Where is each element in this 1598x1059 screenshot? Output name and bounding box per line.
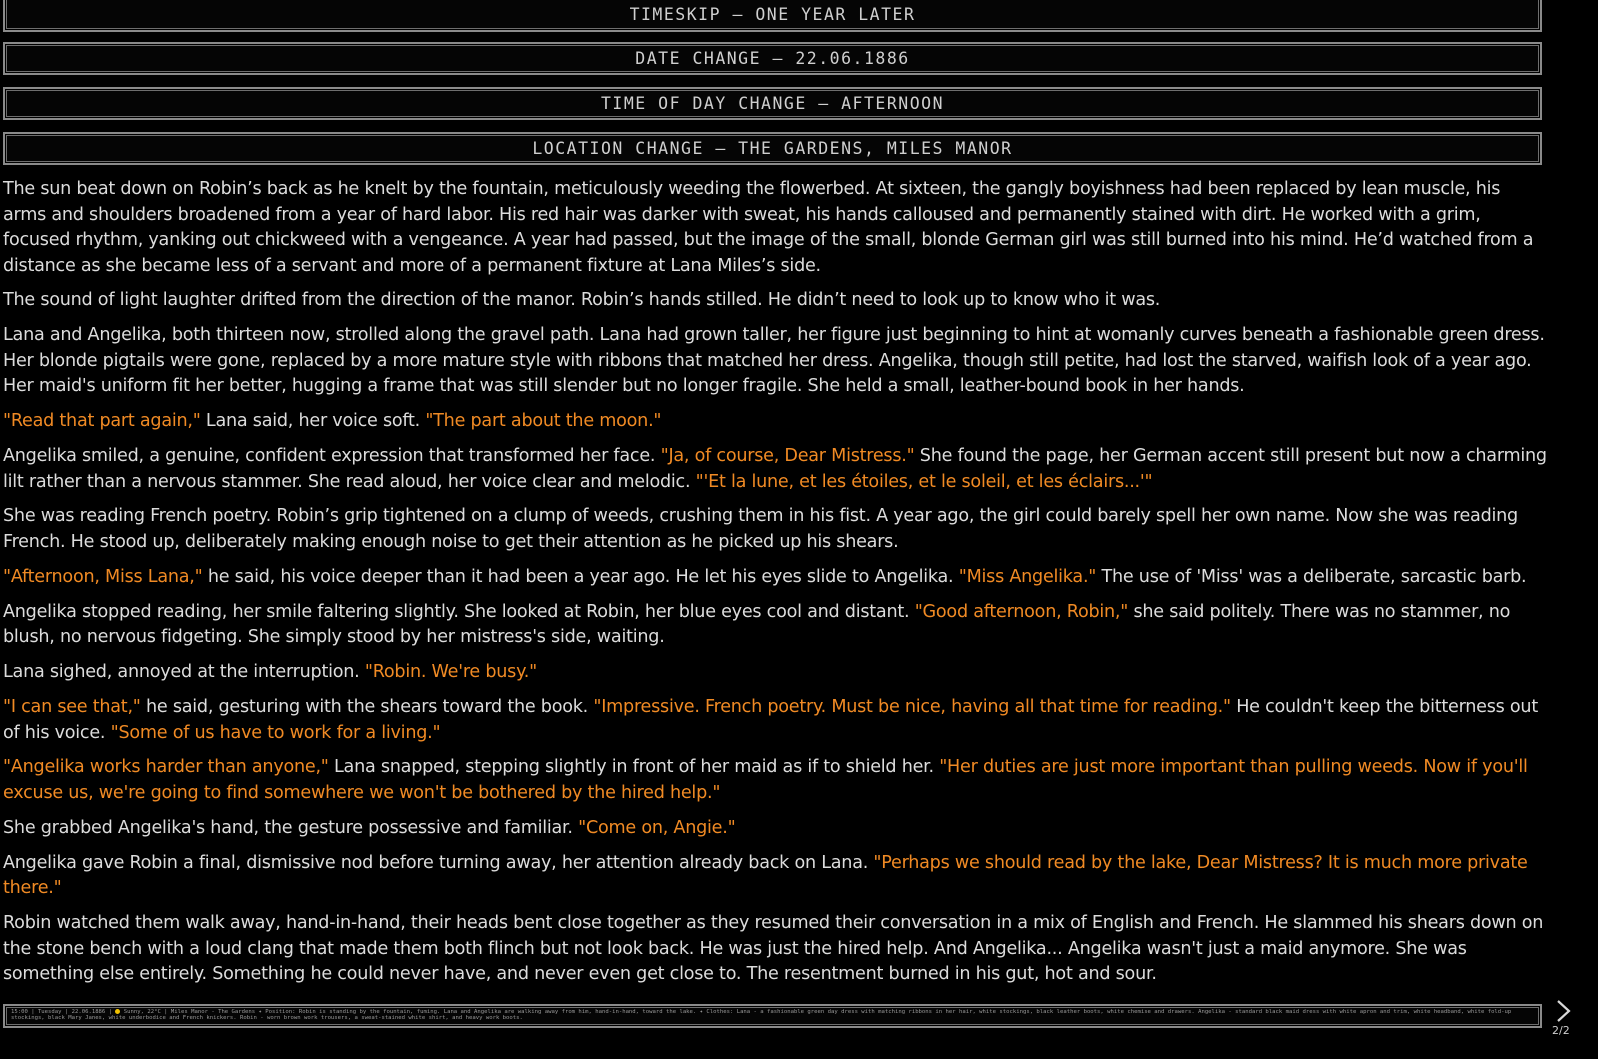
narration-text: he said, his voice deeper than it had been a year ago. He let his eyes slide to Angelika. <box>202 566 959 587</box>
narration-text: Lana snapped, stepping slightly in front of her maid as if to shield her. <box>328 757 940 778</box>
location-change-banner-text: LOCATION CHANGE – THE GARDENS, MILES MANOR <box>532 139 1013 158</box>
time-of-day-banner <box>3 87 1542 120</box>
date-change-banner-text: DATE CHANGE – 22.06.1886 <box>635 49 910 68</box>
story-paragraph <box>3 851 1548 902</box>
dialogue-text: "Read that part again," <box>3 411 201 432</box>
narration-text: Lana sighed, annoyed at the interruption. <box>3 662 365 683</box>
story-paragraph <box>3 323 1548 400</box>
story-paragraph <box>3 288 1548 314</box>
swipe-counter: 2/2 <box>1552 1024 1570 1037</box>
dialogue-text: "Afternoon, Miss Lana," <box>3 566 203 587</box>
dialogue-text: "Angelika works harder than anyone," <box>3 757 329 778</box>
narration-text: She was reading French poetry. Robin’s grip tightened on a clump of weeds, crushing them in his fist. A year ago, the girl could barely spell her own name. Now she was reading French. He stood up, deliberately making enough noise to get their attention as he picked up his shears. <box>3 506 1518 552</box>
narration-text: he said, gesturing with the shears toward the book. <box>140 697 594 718</box>
time-of-day-banner-text: TIME OF DAY CHANGE – AFTERNOON <box>600 94 944 113</box>
chevron-right-icon[interactable] <box>1553 998 1575 1024</box>
narration-text: The use of 'Miss' was a deliberate, sarcastic barb. <box>1096 566 1527 587</box>
story-paragraph <box>3 409 1548 435</box>
narration-text: The sound of light laughter drifted from the direction of the manor. Robin’s hands stilled. He didn’t need to look up to know who it was. <box>3 290 1161 311</box>
narration-text: she said politely. There was no stammer, no blush, no nervous fidgeting. She simply stood by her mistress's side, waiting. <box>3 601 1511 648</box>
status-bar <box>3 1004 1542 1028</box>
dialogue-text: "The part about the moon." <box>425 411 662 432</box>
dialogue-text: "Come on, Angie." <box>578 817 736 838</box>
dialogue-text: "Good afternoon, Robin," <box>914 601 1129 622</box>
dialogue-text: "Some of us have to work for a living." <box>110 722 441 743</box>
story-paragraph <box>3 600 1548 651</box>
story-paragraph <box>3 660 1548 686</box>
narration-text: Lana and Angelika, both thirteen now, strolled along the gravel path. Lana had grown taller, her figure just beginning to hint at womanly curves beneath a fashionable green dress. Her blonde pigtails were gone, replaced by a more mature style with ribbons that matched her dress. Angelika, though still petite, had lost the starved, waifish look of a year ago. Her maid's uniform fit her better, hugging a frame that was still slender but no longer fragile. She held a small, leather-bound book in her hands. <box>3 325 1545 397</box>
dialogue-text: "Impressive. French poetry. Must be nice, having all that time for reading." <box>593 697 1231 718</box>
dialogue-text: "I can see that," <box>3 697 141 718</box>
dialogue-text: "Miss Angelika." <box>958 566 1097 587</box>
timeskip-banner <box>3 0 1542 32</box>
dialogue-text: "Robin. We're busy." <box>364 662 537 683</box>
status-datetime: 15:00 | Tuesday | 22.06.1886 | <box>11 1009 116 1015</box>
narration-text: Angelika gave Robin a final, dismissive nod before turning away, her attention already back on Lana. <box>3 852 874 873</box>
narration-text: Angelika stopped reading, her smile faltering slightly. She looked at Robin, her blue eyes cool and distant. <box>3 601 915 622</box>
dialogue-text: "Ja, of course, Dear Mistress." <box>660 446 915 467</box>
narration-text: She grabbed Angelika's hand, the gesture possessive and familiar. <box>3 817 579 838</box>
date-change-banner <box>3 42 1542 75</box>
narration-text: He couldn't keep the bitterness out of his voice. <box>3 697 1538 743</box>
story-text <box>3 177 1548 997</box>
narration-text: Angelika smiled, a genuine, confident expression that transformed her face. <box>3 446 661 467</box>
timeskip-banner-text: TIMESKIP – ONE YEAR LATER <box>629 4 916 24</box>
status-details: Sunny, 22°C | Miles Manor - The Gardens ✦ Position: Robin is standing by the fountain, fuming. Lana and Angelika are walking away from him, hand-in-hand, toward the lake. ✦ Clothes: Lana - a fashionable green day dress with matching ribbons in her hair, white stockings, black leather boots, white chemise and drawers. Angelika - standard black maid dress with white apron and trim, white headband, white fold-up stockings, black Mary Janes, white underbodice and French knickers. Robin - worn brown work trousers, a sweat-stained white shirt, and heavy work boots. <box>11 1009 1512 1022</box>
story-paragraph <box>3 755 1548 806</box>
dialogue-text: "Perhaps we should read by the lake, Dear Mistress? It is much more private there." <box>3 852 1528 899</box>
dialogue-text: "'Et la lune, et les étoiles, et le soleil, et les éclairs...'" <box>695 471 1153 492</box>
dialogue-text: "Her duties are just more important than pulling weeds. Now if you'll excuse us, we're going to find somewhere we won't be bothered by the hired help." <box>3 757 1528 803</box>
narration-text: Robin watched them walk away, hand-in-hand, their heads bent close together as they resumed their conversation in a mix of English and French. He slammed his shears down on the stone bench with a loud clang that made them both flinch but not look back. He was just the hired help. And Angelika... Angelika wasn't just a maid anymore. She was something else entirely. Something he could never have, and never even get close to. The resentment burned in his gut, hot and sour. <box>3 913 1544 985</box>
story-paragraph <box>3 177 1548 279</box>
narration-text: Lana said, her voice soft. <box>200 411 426 432</box>
story-paragraph <box>3 444 1548 495</box>
story-paragraph <box>3 911 1548 988</box>
story-paragraph <box>3 565 1548 591</box>
location-change-banner <box>3 132 1542 165</box>
story-paragraph <box>3 695 1548 746</box>
story-paragraph <box>3 504 1548 555</box>
story-paragraph <box>3 816 1548 842</box>
narration-text: She found the page, her German accent still present but now a charming lilt rather than a nervous stammer. She read aloud, her voice clear and melodic. <box>3 446 1547 492</box>
narration-text: The sun beat down on Robin’s back as he knelt by the fountain, meticulously weeding the flowerbed. At sixteen, the gangly boyishness had been replaced by lean muscle, his arms and shoulders broadened from a year of hard labor. His red hair was darker with sweat, his hands calloused and permanently stained with dirt. He worked with a grim, focused rhythm, yanking out chickweed with a vengeance. A year had passed, but the image of the small, blonde German girl was still burned into his mind. He’d watched from a distance as she became less of a servant and more of a permanent fixture at Lana Miles’s side. <box>3 179 1534 276</box>
